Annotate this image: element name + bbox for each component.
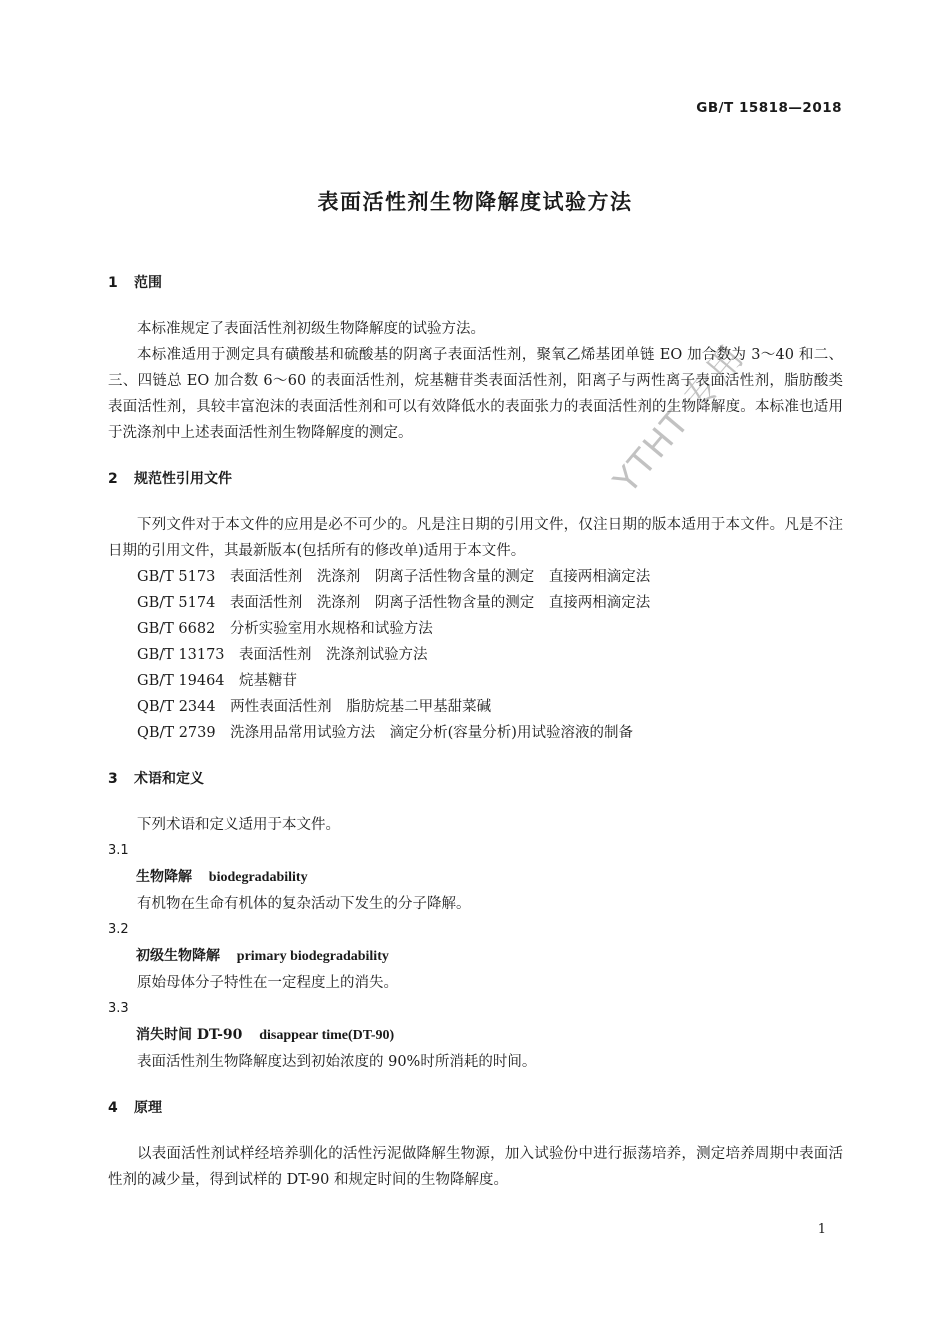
term-en: biodegradability: [208, 870, 308, 885]
watermark: YTHT 专用: [606, 336, 753, 501]
reference-code: QB/T 2344: [137, 699, 216, 715]
reference-item: QB/T 2344 两性表面活性剂 脂肪烷基二甲基甜菜碱: [137, 699, 492, 715]
reference-code: GB/T 13173: [137, 647, 225, 663]
term-heading: [108, 943, 843, 970]
section-title: 术语和定义: [134, 771, 204, 787]
section-title: 规范性引用文件: [134, 471, 232, 487]
clause-number: 3.1: [108, 843, 129, 858]
terms-intro: 下列术语和定义适用于本文件。: [137, 817, 340, 833]
scope-paragraph-2: 本标准适用于测定具有磺酸基和硫酸基的阴离子表面活性剂，聚氧乙烯基团单链 EO 加合数为 3～40 和二、三、四链总 EO 加合数 6～60 的表面活性剂，烷基糖苷类表面活性剂，阳离子与两性离子表面活性剂，脂肪酸类表面活性剂，具较丰富泡沫的表面活性剂和可以有效降低水的表面张力的表面活性剂的生物降解度。本标准也适用于洗涤剂中上述表面活性剂生物降解度的测定。: [108, 347, 843, 441]
reference-code: GB/T 5173: [137, 569, 216, 585]
term-heading: [108, 864, 843, 891]
section-3-heading: [108, 766, 843, 792]
reference-item: GB/T 13173 表面活性剂 洗涤剂试验方法: [137, 647, 428, 663]
section-number: 1: [108, 275, 118, 291]
term-en: primary biodegradability: [236, 949, 389, 964]
section-1-heading: [108, 270, 843, 296]
section-number: 4: [108, 1100, 118, 1116]
term-definition: 原始母体分子特性在一定程度上的消失。: [137, 975, 398, 991]
section-title: 原理: [134, 1100, 162, 1116]
standard-code: GB/T 15818—2018: [696, 100, 842, 116]
term-en: disappear time(DT-90): [259, 1028, 395, 1043]
clause-number: 3.2: [108, 922, 129, 937]
document-body: [108, 270, 843, 1193]
term-heading: [108, 1022, 843, 1049]
reference-code: GB/T 19464: [137, 673, 225, 689]
term-definition: 表面活性剂生物降解度达到初始浓度的 90%时所消耗的时间。: [137, 1054, 537, 1070]
principle-paragraph: 以表面活性剂试样经培养驯化的活性污泥做降解生物源，加入试验份中进行振荡培养，测定培养周期中表面活性剂的减少量，得到试样的 DT-90 和规定时间的生物降解度。: [108, 1146, 843, 1188]
term-cn: 消失时间 DT-90: [136, 1027, 243, 1043]
reference-item: GB/T 5174 表面活性剂 洗涤剂 阴离子活性物含量的测定 直接两相滴定法: [137, 595, 651, 611]
term-cn: 生物降解: [136, 869, 192, 885]
scope-paragraph-1: 本标准规定了表面活性剂初级生物降解度的试验方法。: [137, 321, 485, 337]
section-number: 2: [108, 471, 118, 487]
reference-code: QB/T 2739: [137, 725, 216, 741]
term-cn: 初级生物降解: [136, 948, 220, 964]
references-intro: 下列文件对于本文件的应用是必不可少的。凡是注日期的引用文件，仅注日期的版本适用于本文件。凡是不注日期的引用文件，其最新版本(包括所有的修改单)适用于本文件。: [108, 517, 843, 559]
section-4-heading: [108, 1095, 843, 1121]
section-2-heading: [108, 466, 843, 492]
reference-code: GB/T 6682: [137, 621, 216, 637]
reference-item: GB/T 19464 烷基糖苷: [137, 673, 298, 689]
reference-list: [108, 564, 843, 746]
document-title: 表面活性剂生物降解度试验方法: [317, 190, 633, 214]
reference-code: GB/T 5174: [137, 595, 216, 611]
reference-item: GB/T 5173 表面活性剂 洗涤剂 阴离子活性物含量的测定 直接两相滴定法: [137, 569, 651, 585]
section-title: 范围: [134, 275, 162, 291]
reference-item: GB/T 6682 分析实验室用水规格和试验方法: [137, 621, 433, 637]
section-number: 3: [108, 771, 118, 787]
page-number: 1: [817, 1222, 826, 1237]
clause-number: 3.3: [108, 1001, 129, 1016]
term-definition: 有机物在生命有机体的复杂活动下发生的分子降解。: [137, 896, 471, 912]
reference-item: QB/T 2739 洗涤用品常用试验方法 滴定分析(容量分析)用试验溶液的制备: [137, 725, 633, 741]
